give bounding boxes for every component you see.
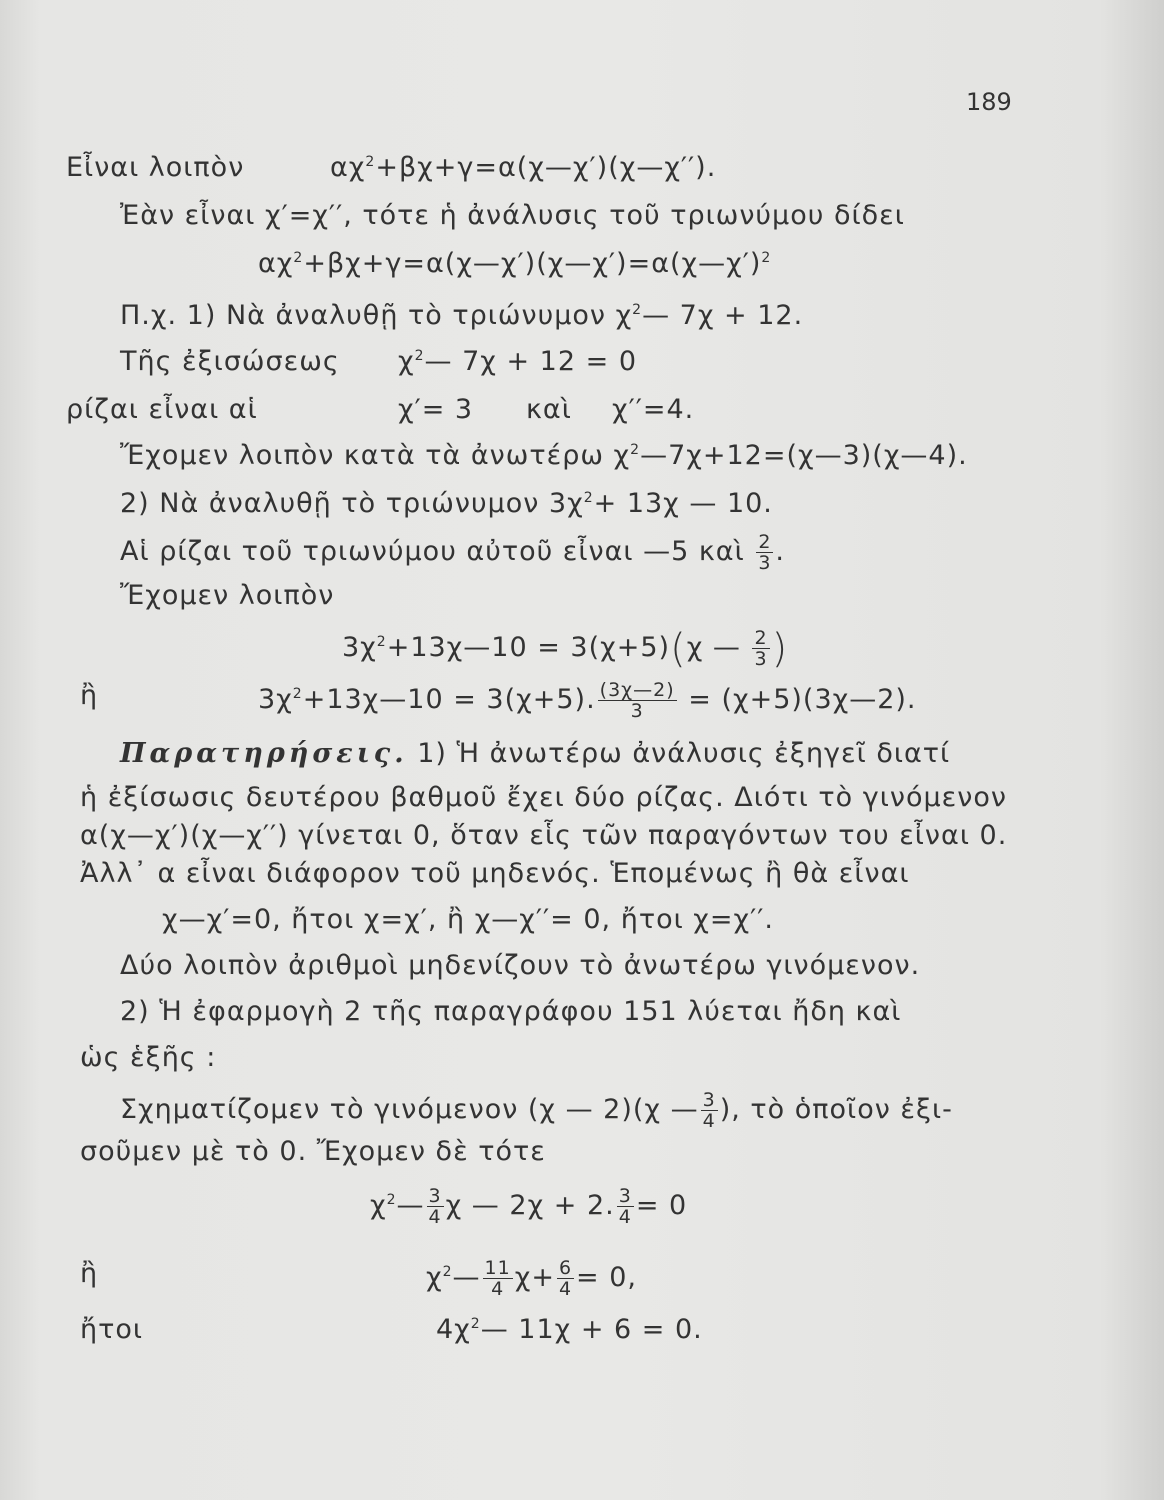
line-18: Δύο λοιπὸν ἀριθμοὶ μηδενίζουν τὸ ἀνωτέρω γινόμενον. [120, 950, 921, 981]
remarks-heading: Παρατηρήσεις. [120, 738, 408, 769]
line-9-text: Αἱ ρίζαι τοῦ τριωνύμου αὐτοῦ εἶναι —5 καὶ [120, 536, 745, 567]
line-6-label: ρίζαι εἶναι αἱ [66, 394, 258, 425]
line-25-label: ἤτοι [80, 1314, 144, 1345]
line-2: Ἐὰν εἶναι χ′=χ′′, τότε ἡ ἀνάλυσις τοῦ τριωνύμου δίδει [120, 200, 905, 231]
line-17: χ—χ′=0, ἤτοι χ=χ′, ἢ χ—χ′′= 0, ἤτοι χ=χ′′. [162, 904, 774, 935]
line-11-formula: $3\chi^2+13\chi—10 = 3(\chi+5)(\chi$ — $\frac{2}{3}$ ) [342, 626, 789, 672]
page-number: 189 [966, 88, 1012, 116]
line-19: 2) Ἡ ἐφαρμογὴ 2 τῆς παραγράφου 151 λύεται ἤδη καὶ [120, 996, 902, 1027]
line-24-or: ἢ [80, 1258, 99, 1289]
line-20: ὡς ἑξῆς : [80, 1042, 217, 1073]
line-8: 2) Νὰ ἀναλυθῇ τὸ τριώνυμον $3\chi^2+ 13\chi$ — 10. [120, 488, 773, 519]
line-10: Ἔχομεν λοιπὸν [120, 580, 335, 611]
fraction-two-thirds: $\frac{2}{3}$ [758, 531, 772, 574]
line-14: ἡ ἐξίσωσις δευτέρου βαθμοῦ ἔχει δύο ρίζας. Διότι τὸ γινόμενον [80, 782, 1007, 813]
line-1-label: Εἶναι λοιπὸν [66, 152, 245, 183]
line-21: Σχηματίζομεν τὸ γινόμενον (χ — 2)(χ — $\frac{3}{4}$ ), τὸ ὁποῖον ἐξι- [120, 1089, 953, 1132]
line-6-root2: χ′′=4. [612, 394, 695, 425]
line-13: Παρατηρήσεις. 1) Ἡ ἀνωτέρω ἀνάλυσις ἐξηγεῖ διατί [120, 738, 951, 769]
line-3-formula: $\alpha\chi^2+\beta\chi+\gamma=\alpha(\chi—\chi')(\chi—\chi')=\alpha(\chi—\chi')^2$ [258, 248, 772, 279]
line-6-root1: χ′= 3 [398, 394, 474, 425]
line-15: α(χ—χ′)(χ—χ′′) γίνεται 0, ὅταν εἷς τῶν παραγόντων του εἶναι 0. [80, 820, 1008, 851]
line-4: Π.χ. 1) Νὰ ἀναλυθῇ τὸ τριώνυμον $\chi^2—$ 7χ + 12. [120, 300, 804, 331]
line-22: σοῦμεν μὲ τὸ 0. Ἔχομεν δὲ τότε [80, 1136, 546, 1167]
line-12-or: ἢ [80, 680, 99, 711]
line-23-formula: $\chi^2—$ $\frac{3}{4}$ χ — 2χ + 2. $\frac{3}{4}$ = 0 [370, 1185, 688, 1228]
line-5-label: Τῆς ἐξισώσεως [120, 346, 340, 377]
line-16: Ἀλλ᾽ α εἶναι διάφορον τοῦ μηδενός. Ἑπομένως ἢ θὰ εἶναι [80, 858, 910, 889]
line-5-formula: $\chi^2—$ 7χ + 12 = 0 [398, 346, 637, 377]
line-1-formula: $\alpha\chi^2+\beta\chi+\gamma=\alpha(\chi—\chi')(\chi—\chi'')$. [330, 152, 717, 183]
line-12-formula: $3\chi^2+13\chi—10 = 3(\chi+5)$. $\frac{(3\chi—2)}{3}$ = (χ+5)(3χ—2). [258, 679, 917, 722]
line-25-formula: $4\chi^2—$ 11χ + 6 = 0. [436, 1314, 703, 1345]
line-9: Αἱ ρίζαι τοῦ τριωνύμου αὐτοῦ εἶναι —5 καὶ $\frac{2}{3}$ . [120, 531, 786, 574]
line-7: Ἔχομεν λοιπὸν κατὰ τὰ ἀνωτέρω $\chi^2—7\chi+12=(\chi—3)(\chi—4)$. [120, 440, 968, 471]
line-24-formula: $\chi^2—$ $\frac{11}{4}$ χ+ $\frac{6}{4}$ = 0, [426, 1257, 638, 1300]
line-6-and: καὶ [526, 394, 572, 425]
